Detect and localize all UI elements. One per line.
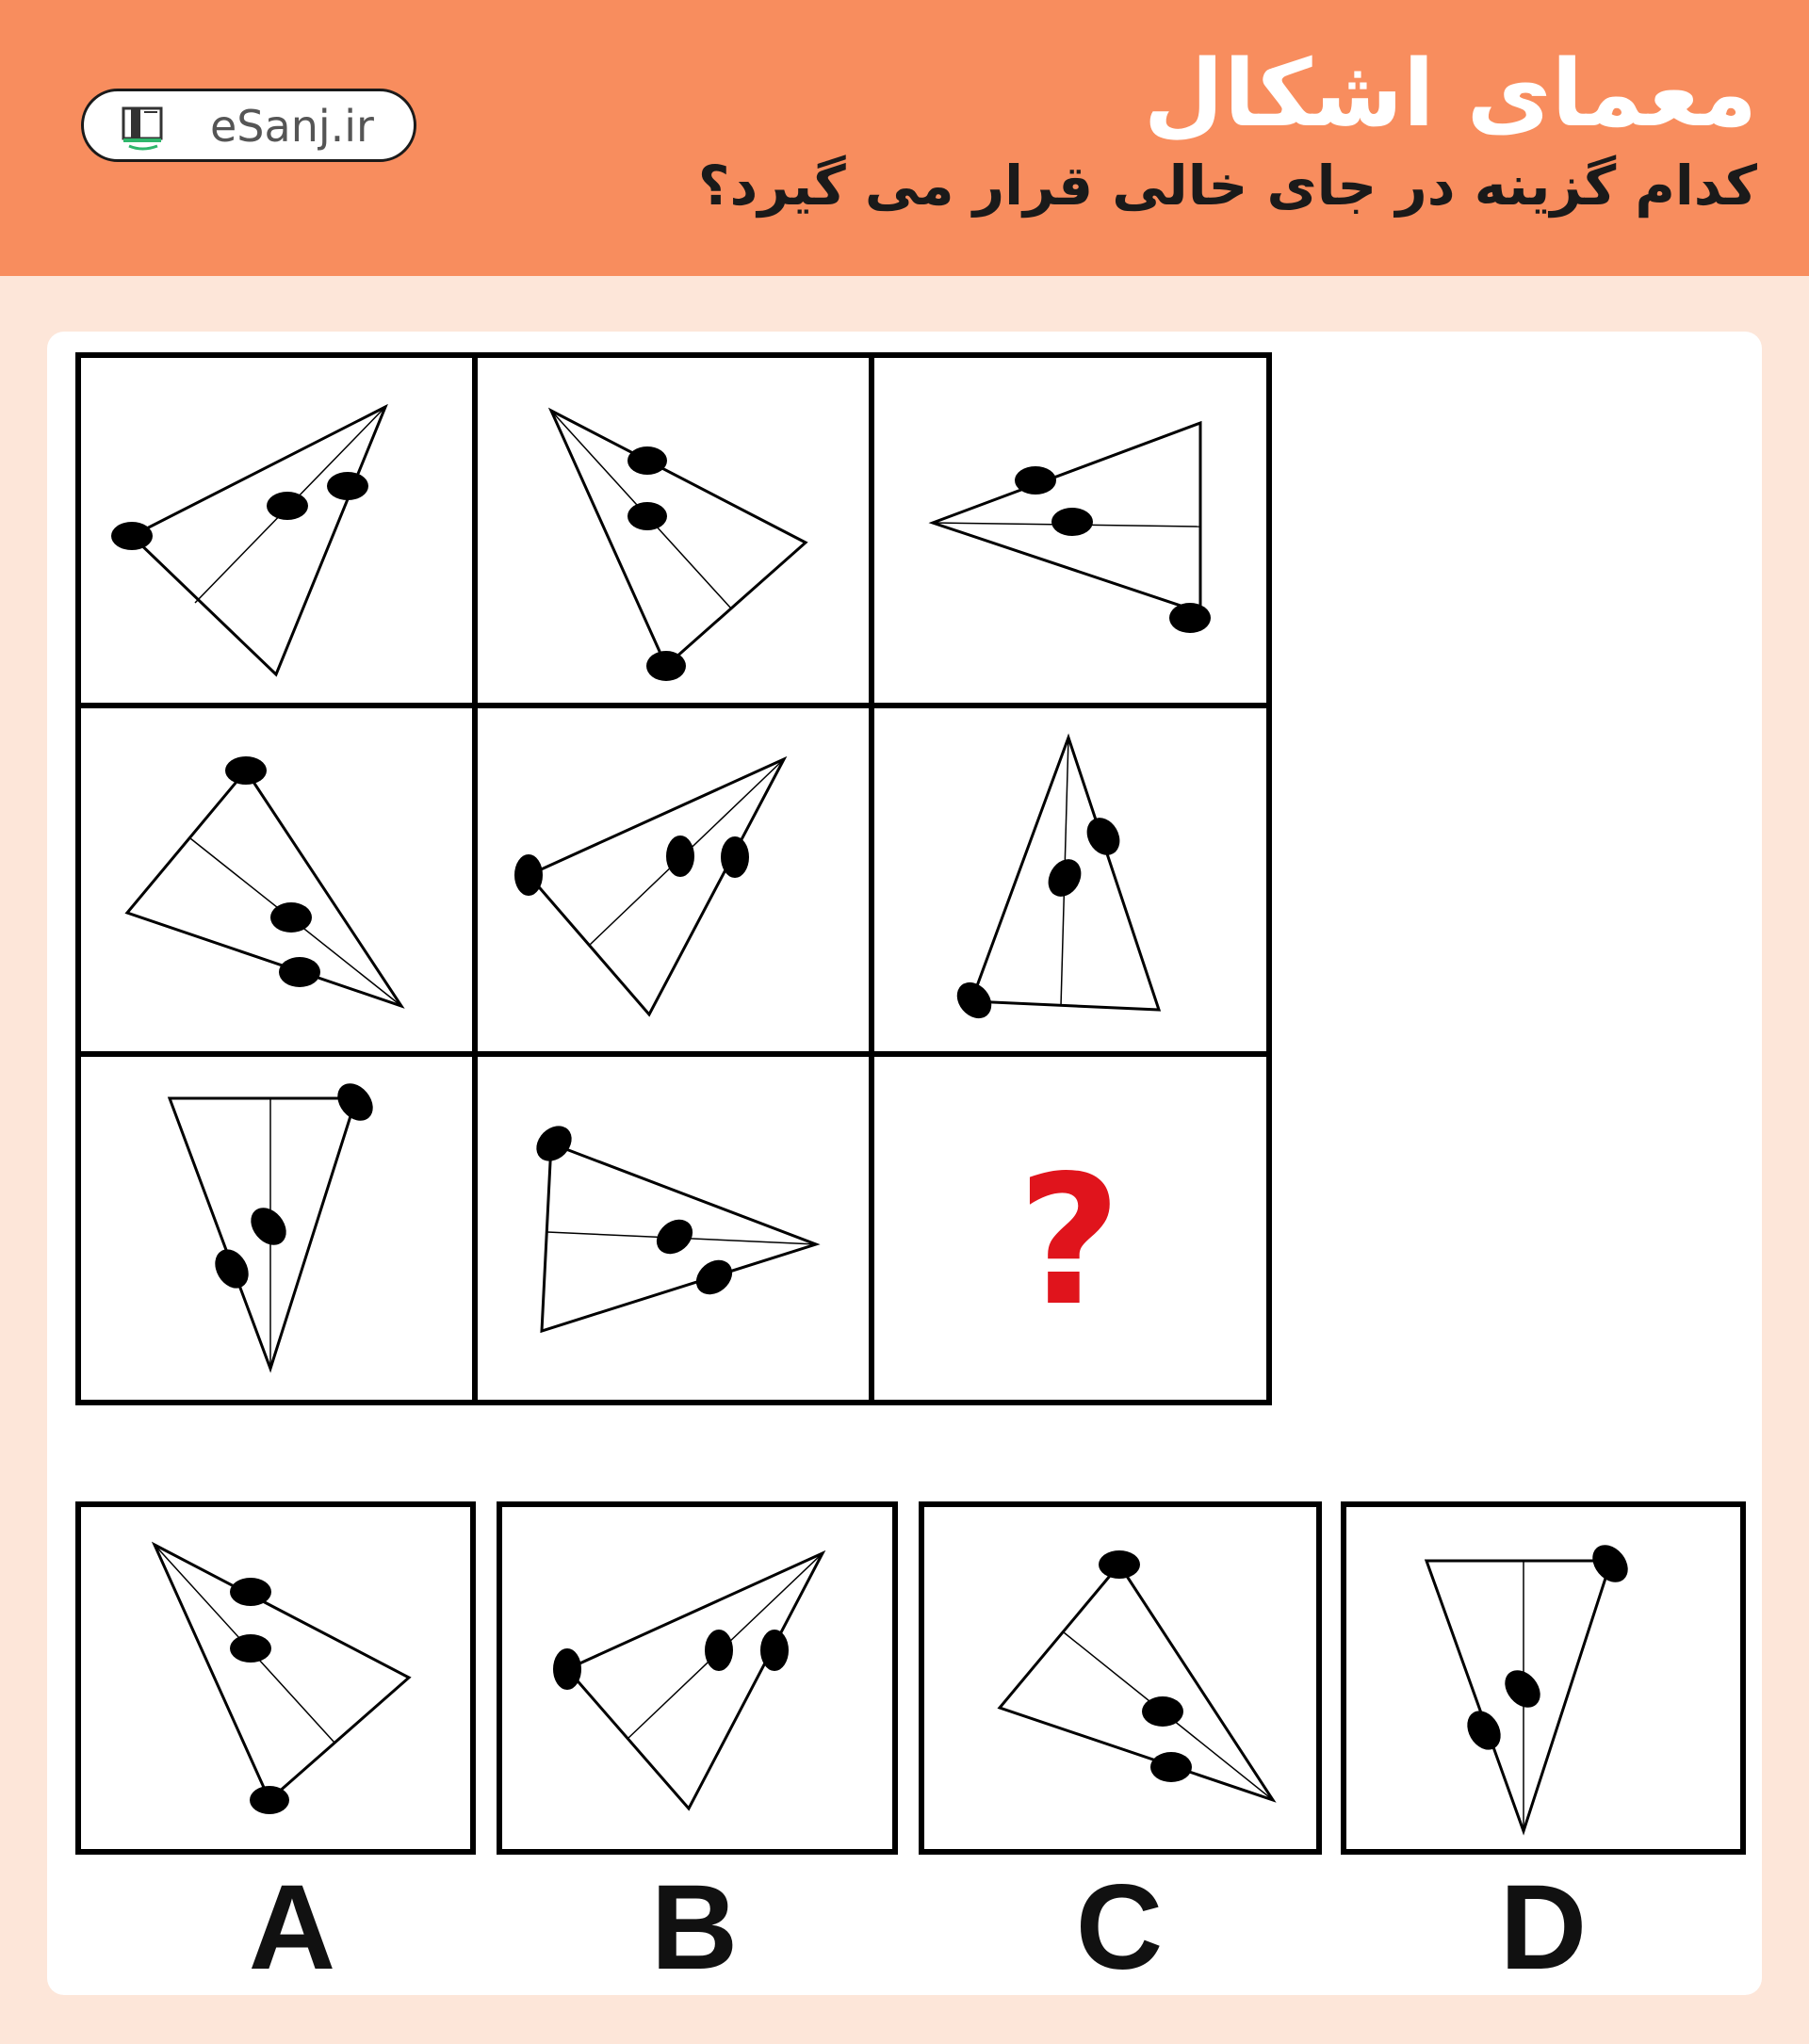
cell-r3c1-shape (170, 1077, 380, 1369)
option-c-shape (1000, 1550, 1273, 1800)
cell-r3c2-shape (530, 1119, 816, 1331)
answer-option-boxes[interactable] (78, 1504, 1743, 1852)
option-d-label[interactable]: D (1499, 1860, 1588, 1995)
cell-r2c2-shape (514, 759, 784, 1014)
option-b-shape (553, 1553, 823, 1809)
cell-r2c3-shape (950, 738, 1159, 1025)
option-a-label[interactable]: A (248, 1860, 336, 1995)
missing-cell-question-mark: ? (1017, 1137, 1122, 1345)
option-d-shape (1426, 1538, 1635, 1831)
cell-r1c1-shape (111, 407, 385, 674)
option-a-shape (155, 1545, 409, 1814)
cell-r2c1-shape (127, 756, 401, 1006)
cell-r1c2-shape (551, 411, 806, 681)
page-title: معمای اشکال (1143, 41, 1757, 148)
option-d-box (1344, 1504, 1743, 1852)
option-c-label[interactable]: C (1075, 1860, 1164, 1995)
cell-r1c3-shape (933, 423, 1211, 633)
option-b-label[interactable]: B (650, 1860, 739, 1995)
question-text: کدام گزینه در جای خالی قرار می گیرد؟ (697, 154, 1757, 218)
site-name: eSanj.ir (210, 101, 374, 152)
